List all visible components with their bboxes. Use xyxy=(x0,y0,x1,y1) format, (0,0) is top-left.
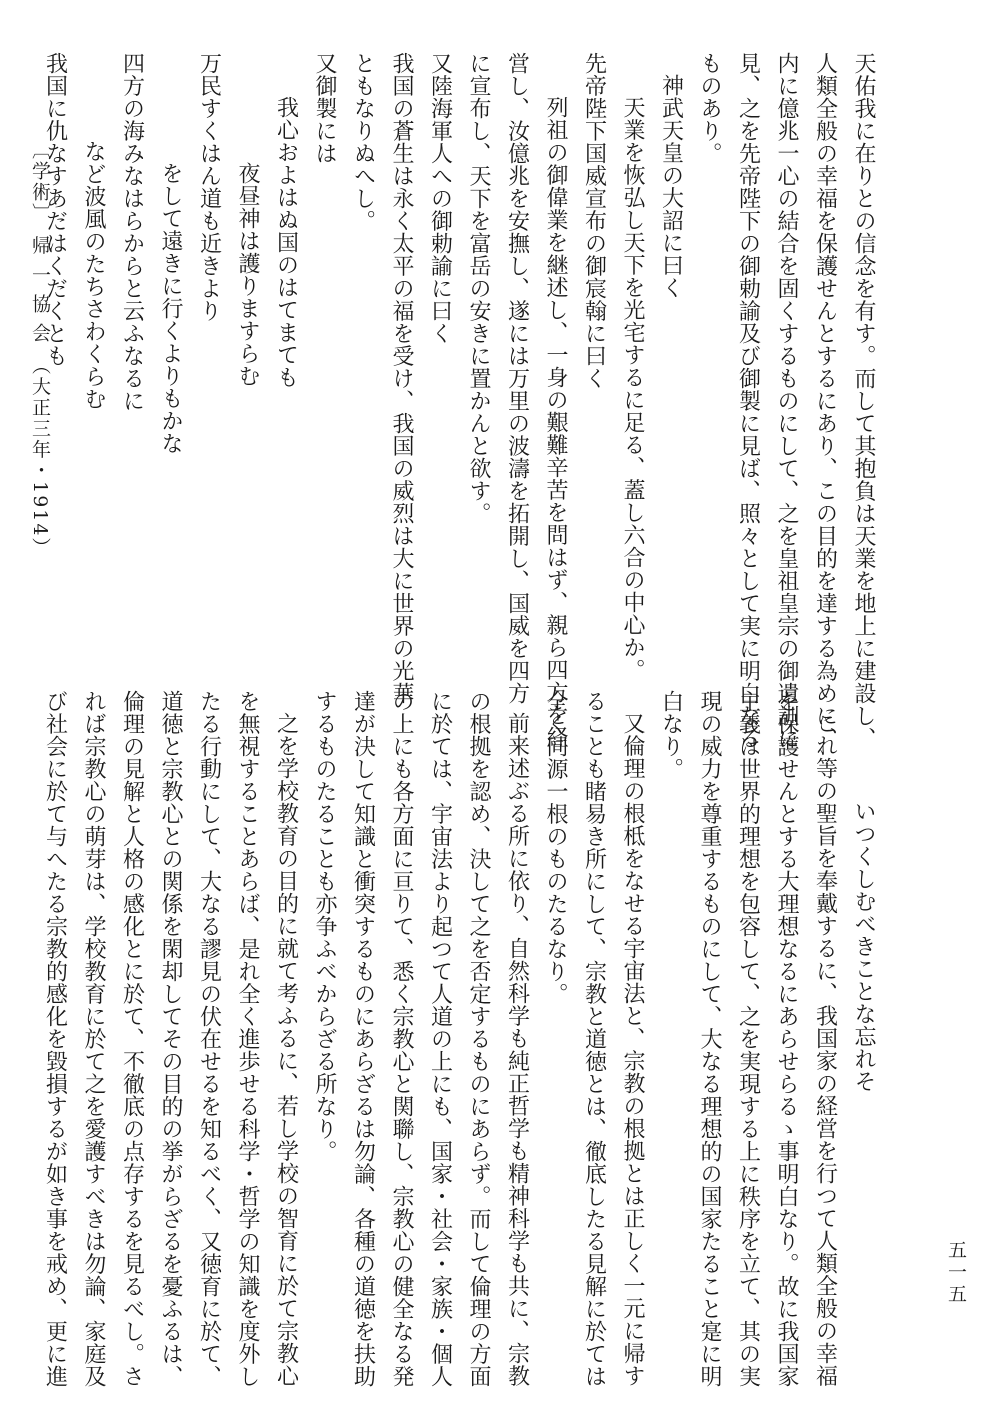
quote-intro-line: 神武天皇の大詔に曰く xyxy=(658,74,684,299)
text-line: 倫理の見解と人格の感化とに於て、不徹底の点存するを見るべし。さ xyxy=(119,690,145,1388)
poem-line: をして遠きに行くよりもかな xyxy=(158,162,183,455)
text-line: 天佑我に在りとの信念を有す。而して其抱負は天業を地上に建設し、 xyxy=(851,52,876,750)
text-line: するものたることも亦争ふべからざる所なり。 xyxy=(312,690,337,1163)
text-line: の根拠を認め、決して之を否定するものにあらず。而して倫理の方面 xyxy=(466,690,491,1388)
text-line: 又倫理の根柢をなせる宇宙法と、宗教の根拠とは正しく一元に帰す xyxy=(620,712,645,1387)
text-line: 人類全般の幸福を保護せんとするにあり、この目的を達する為めに、 xyxy=(812,52,838,750)
page-number: 五一五 xyxy=(945,1240,967,1306)
text-line: 道徳と宗教心との関係を閑却してその目的の挙がらざるを憂ふるは、 xyxy=(158,690,183,1388)
text-line: これ等の聖旨を奉戴するに、我国家の経営を行つて人類全般の幸福 xyxy=(812,712,838,1387)
poem-line: 四方の海みなはらからと云ふなるに xyxy=(119,52,145,412)
text-line: を保護せんとする大理想なるにあらせらるゝ事明白なり。故に我国家 xyxy=(774,690,799,1388)
quote-intro-line: 先帝陛下国威宣布の御宸翰に曰く xyxy=(581,52,607,390)
poem-line: 万民すくはん道も近きより xyxy=(196,52,222,322)
quote-line: 営し、汝億兆を安撫し、遂には万里の波濤を拓開し、国威を四方 xyxy=(504,52,530,705)
quote-line: 我国の蒼生は永く太平の福を受け、我国の威烈は大に世界の光華 xyxy=(389,52,414,705)
quote-line: ともなりぬへし。 xyxy=(350,52,376,232)
text-line: ものあり。 xyxy=(697,52,722,165)
text-line: 之を学校教育の目的に就て考ふるに、若し学校の智育に於て宗教心 xyxy=(273,712,299,1387)
text-line: 主義は世界的理想を包容して、之を実現する上に秩序を立て、其の実 xyxy=(735,690,761,1388)
text-line: の上にも各方面に亘りて、悉く宗教心と関聯し、宗教心の健全なる発 xyxy=(389,690,414,1388)
text-line: ることも睹易き所にして、宗教と道徳とは、徹底したる見解に於ては xyxy=(581,690,607,1388)
poem-line: 夜昼神は護りますらむ xyxy=(235,162,260,387)
quote-intro-line: 又御製には xyxy=(312,52,337,165)
text-line: び社会に於て与へたる宗教的感化を毀損するが如き事を戒め、更に進 xyxy=(42,690,68,1388)
poem-line: 我国に仇なすあだはくだくとも xyxy=(42,52,68,367)
text-line: 前来述ぶる所に依り、自然科学も純正哲学も精神科学も共に、宗教 xyxy=(504,712,530,1387)
text-line: 全く同源一根のものたるなり。 xyxy=(543,690,568,1005)
text-line: たる行動にして、大なる謬見の伏在せるを知るべく、又徳育に於て、 xyxy=(196,690,222,1388)
quote-line: 列祖の御偉業を継述し、一身の艱難辛苦を問はず、親ら四方を経 xyxy=(543,96,568,749)
text-line: 白なり。 xyxy=(658,690,684,780)
text-line: 内に億兆一心の結合を固くするものにして、之を皇祖皇宗の御遺訓に xyxy=(774,52,799,750)
poem-line: いつくしむべきことな忘れそ xyxy=(851,800,876,1093)
text-line: 達が決して知識と衝突するものにあらざるは勿論、各種の道徳を扶助 xyxy=(350,690,376,1388)
text-line: に於ては、宇宙法より起つて人道の上にも、国家・社会・家族・個人 xyxy=(427,690,453,1388)
text-line: 見、之を先帝陛下の御勅諭及び御製に見ば、照々として実に明白なる xyxy=(735,52,761,750)
text-line: 現の威力を尊重するものにして、大なる理想的の国家たること寔に明 xyxy=(697,690,722,1388)
quote-line: 天業を恢弘し天下を光宅するに足る、蓋し六合の中心か。 xyxy=(620,96,645,681)
lower-text-block xyxy=(42,690,882,1388)
text-line: を無視することあらば、是れ全く進歩せる科学・哲学の知識を度外し xyxy=(235,690,260,1388)
poem-line: など波風のたちさわくらむ xyxy=(81,140,106,410)
poem-line: 我心およはぬ国のはてまても xyxy=(273,96,299,389)
quote-line: に宣布し、天下を富岳の安きに置かんと欲す。 xyxy=(466,52,491,525)
quote-intro-line: 又陸海軍人への御勅諭に曰く xyxy=(427,52,453,345)
text-line: れば宗教心の萌芽は、学校教育に於て之を愛護すべきは勿論、家庭及 xyxy=(81,690,106,1388)
running-header: 〔学術〕 帰 一 協 会 （大正三年・1914） xyxy=(29,140,51,559)
